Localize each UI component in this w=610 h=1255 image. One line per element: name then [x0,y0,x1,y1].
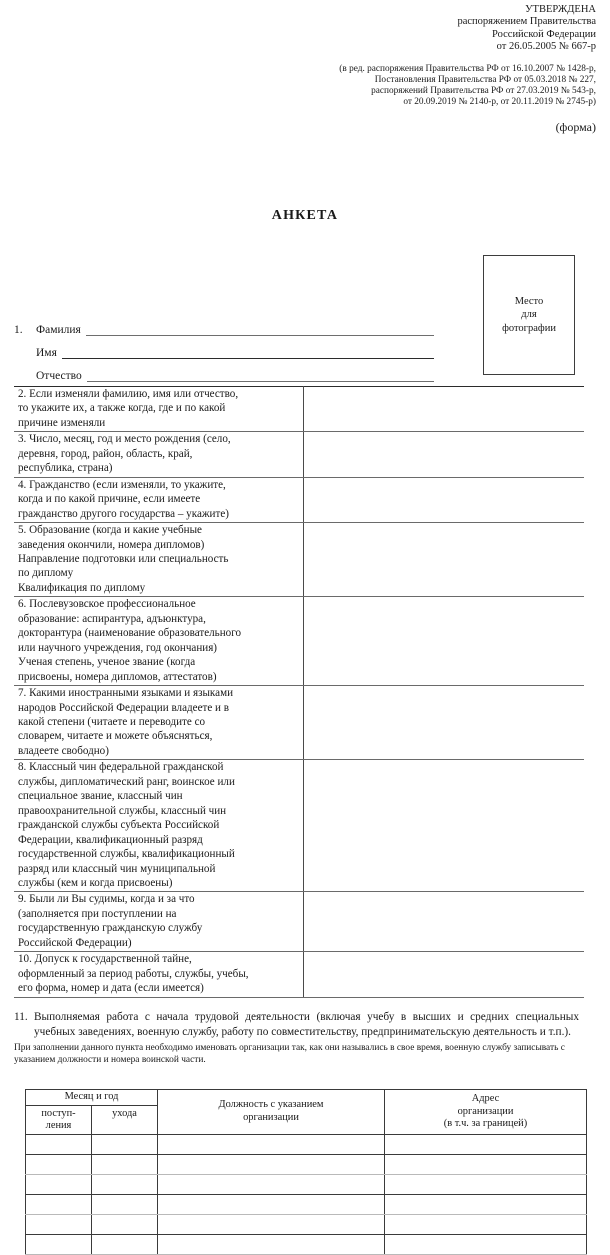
q8-line-3: специальное звание, классный чин [18,790,183,803]
table-row [14,477,584,522]
answer-cell-q7[interactable] [304,686,585,760]
table-row [14,387,584,432]
question-cell-q8 [14,760,304,892]
name-section [14,313,434,382]
header-position [158,1090,385,1135]
header-date-from-line-1: поступ- [41,1107,76,1119]
q9-line-1: 9. Были ли Вы судимы, когда и за что [18,893,195,906]
table-row [26,1154,587,1174]
q8-line-1: 8. Классный чин федеральной гражданской [18,761,224,774]
q10-line-3: его форма, номер и дата (если имеется) [18,982,204,995]
q9-line-2: (заполняется при поступлении на [18,907,177,920]
cell-position[interactable] [158,1234,385,1254]
label-firstname: Имя [36,347,57,359]
q7-line-4: словарем, читаете и можете объясняться, [18,730,213,743]
question-cell-q3 [14,432,304,477]
work-table-header-group-row [26,1090,587,1106]
cell-date-to[interactable] [92,1134,158,1154]
cell-date-from[interactable] [26,1214,92,1234]
field-row-patronymic [14,359,434,382]
cell-address[interactable] [385,1234,587,1254]
answer-cell-q9[interactable] [304,892,585,952]
header-date-from-line-2: ления [45,1120,72,1132]
header-month-and-year: Месяц и год [26,1090,158,1106]
q2-line-2: то укажите их, а также когда, где и по какой [18,402,226,415]
answer-cell-q8[interactable] [304,760,585,892]
q4-line-3: гражданство другого государства – укажите) [18,507,229,520]
q10-line-2: оформленный за период работы, службы, учебы, [18,967,249,980]
question-cell-q5 [14,523,304,597]
cell-address[interactable] [385,1214,587,1234]
form-marker: (форма) [555,120,596,135]
q8-line-7: государственной службы, квалификационный [18,848,235,861]
approval-line-4: от 26.05.2005 № 667-р [496,41,596,53]
cell-address[interactable] [385,1154,587,1174]
q2-line-1: 2. Если изменяли фамилию, имя или отчество, [18,388,239,400]
q5-line-1: 5. Образование (когда и какие учебные [18,524,202,537]
cell-date-to[interactable] [92,1174,158,1194]
approval-line-3: Российской Федерации [492,28,596,40]
approval-line-2: распоряжением Правительства [457,16,596,28]
q3-line-2: деревня, город, район, область, край, [18,447,193,460]
cell-address[interactable] [385,1174,587,1194]
q7-line-3: какой степени (читаете и переводите со [18,715,206,728]
questionnaire-table [14,386,584,998]
q5-line-2: заведения окончили, номера дипломов) [18,538,205,551]
cell-position[interactable] [158,1134,385,1154]
answer-cell-q3[interactable] [304,432,585,477]
q8-line-6: Федерации, квалификационный разряд [18,833,203,846]
answer-cell-q6[interactable] [304,597,585,686]
cell-address[interactable] [385,1134,587,1154]
header-position-line-1: Должность с указанием [218,1099,324,1111]
header-date-from [26,1105,92,1134]
table-row [14,432,584,477]
q5-line-3: Направление подготовки или специальность [18,552,229,565]
item-number-11: 11. [14,1011,28,1023]
cell-address[interactable] [385,1194,587,1214]
field-row-firstname [14,336,434,359]
header-address-line-2: организации [457,1105,514,1117]
q6-line-6: присвоены, номера дипломов, аттестатов) [18,670,217,683]
q8-line-2: службы, дипломатический ранг, воинское или [18,775,235,788]
q8-line-8: разряд или классный чин муниципальной [18,862,216,875]
q2-line-3: причине изменяли [18,416,106,429]
table-row [26,1134,587,1154]
q6-line-5: Ученая степень, ученое звание (когда [18,656,196,669]
table-row [26,1194,587,1214]
label-patronymic: Отчество [36,370,82,382]
q6-line-4: или научного учреждения, год окончания) [18,641,217,654]
q8-line-4: правоохранительной службы, классный чин [18,804,227,817]
q8-line-9: службы (кем и когда присвоены) [18,876,173,889]
edition-line-1: (в ред. распоряжения Правительства РФ от 16.10.2007 № 1428-р, [339,63,596,74]
q7-line-2: народов Российской Федерации владеете и в [18,701,229,714]
header-position-line-2: организации [243,1111,299,1123]
header-address-line-3: (в т.ч. за границей) [443,1118,528,1130]
cell-position[interactable] [158,1174,385,1194]
approval-line-1: УТВЕРЖДЕНА [525,4,596,15]
cell-date-to[interactable] [92,1214,158,1234]
answer-cell-q4[interactable] [304,477,585,522]
cell-position[interactable] [158,1194,385,1214]
cell-date-from[interactable] [26,1174,92,1194]
answer-cell-q2[interactable] [304,387,585,432]
input-surname[interactable] [86,322,434,336]
q4-line-2: когда и по какой причине, если имеете [18,493,201,506]
table-row [14,523,584,597]
item-11-body [14,1010,579,1039]
question-cell-q10 [14,952,304,997]
label-surname: Фамилия [36,324,81,336]
table-row [14,597,584,686]
field-row-surname [14,313,434,336]
table-row [26,1174,587,1194]
question-cell-q4 [14,477,304,522]
item-11-section [14,1010,579,1067]
cell-date-to[interactable] [92,1194,158,1214]
photo-placeholder-box [483,255,575,375]
photo-label-line-3: фотографии [502,322,556,334]
cell-date-from[interactable] [26,1234,92,1254]
answer-cell-q5[interactable] [304,523,585,597]
question-cell-q2 [14,387,304,432]
q9-line-3: государственную гражданскую службу [18,922,203,935]
work-history-table [25,1089,587,1255]
item-11-text: Выполняемая работа с начала трудовой деятельности (включая учебу в высших и средних специальных учебных заведениях, военную службу, работу по совместительству, предпринимательскую деятельность и т.п.). [34,1011,579,1038]
q6-line-1: 6. Послевузовское профессиональное [18,598,196,611]
table-row [14,686,584,760]
q8-line-5: гражданской службы субъекта Российской [18,819,220,832]
page-title: АНКЕТА [271,208,339,223]
approval-block [276,4,596,134]
cell-date-from[interactable] [26,1194,92,1214]
q5-line-4: по диплому [18,567,74,580]
input-firstname[interactable] [62,345,434,359]
table-row [26,1214,587,1234]
input-patronymic[interactable] [87,368,434,382]
q6-line-3: докторантура (наименование образовательного [18,627,242,640]
q7-line-5: владеете свободно) [18,744,109,757]
cell-date-from[interactable] [26,1154,92,1174]
cell-position[interactable] [158,1214,385,1234]
header-address [385,1090,587,1135]
item-11-note: При заполнении данного пункта необходимо именовать организации так, как они назывались в свое время, военную службу записывать с указанием должности и номера воинской части. [14,1043,565,1066]
table-row [26,1234,587,1254]
question-cell-q6 [14,597,304,686]
table-row [14,952,584,997]
photo-label-line-1: Место [514,295,544,307]
edition-line-4: от 20.09.2019 № 2140-р, от 20.11.2019 № 2745-р) [403,97,596,108]
edition-line-2: Постановления Правительства РФ от 05.03.2018 № 227, [374,74,596,85]
q7-line-1: 7. Какими иностранными языками и языками [18,687,234,700]
question-cell-q7 [14,686,304,760]
q9-line-4: Российской Федерации) [18,936,132,949]
photo-label-line-2: для [521,309,537,321]
q3-line-1: 3. Число, месяц, год и место рождения (село, [18,433,231,446]
header-date-to: ухода [92,1105,158,1134]
cell-position[interactable] [158,1154,385,1174]
table-row [14,760,584,892]
item-number-1: 1. [14,324,23,336]
cell-date-from[interactable] [26,1134,92,1154]
cell-date-to[interactable] [92,1234,158,1254]
q10-line-1: 10. Допуск к государственной тайне, [18,953,192,966]
header-address-line-1: Адрес [471,1093,500,1104]
q5-line-5: Квалификация по диплому [18,581,146,594]
q3-line-3: республика, страна) [18,462,113,475]
question-cell-q9 [14,892,304,952]
q6-line-2: образование: аспирантура, адъюнктура, [18,612,206,625]
table-row [14,892,584,952]
q4-line-1: 4. Гражданство (если изменяли, то укажите, [18,478,226,491]
edition-line-3: распоряжений Правительства РФ от 27.03.2019 № 543-р, [371,86,596,97]
approval-editions [276,64,596,109]
cell-date-to[interactable] [92,1154,158,1174]
answer-cell-q10[interactable] [304,952,585,997]
